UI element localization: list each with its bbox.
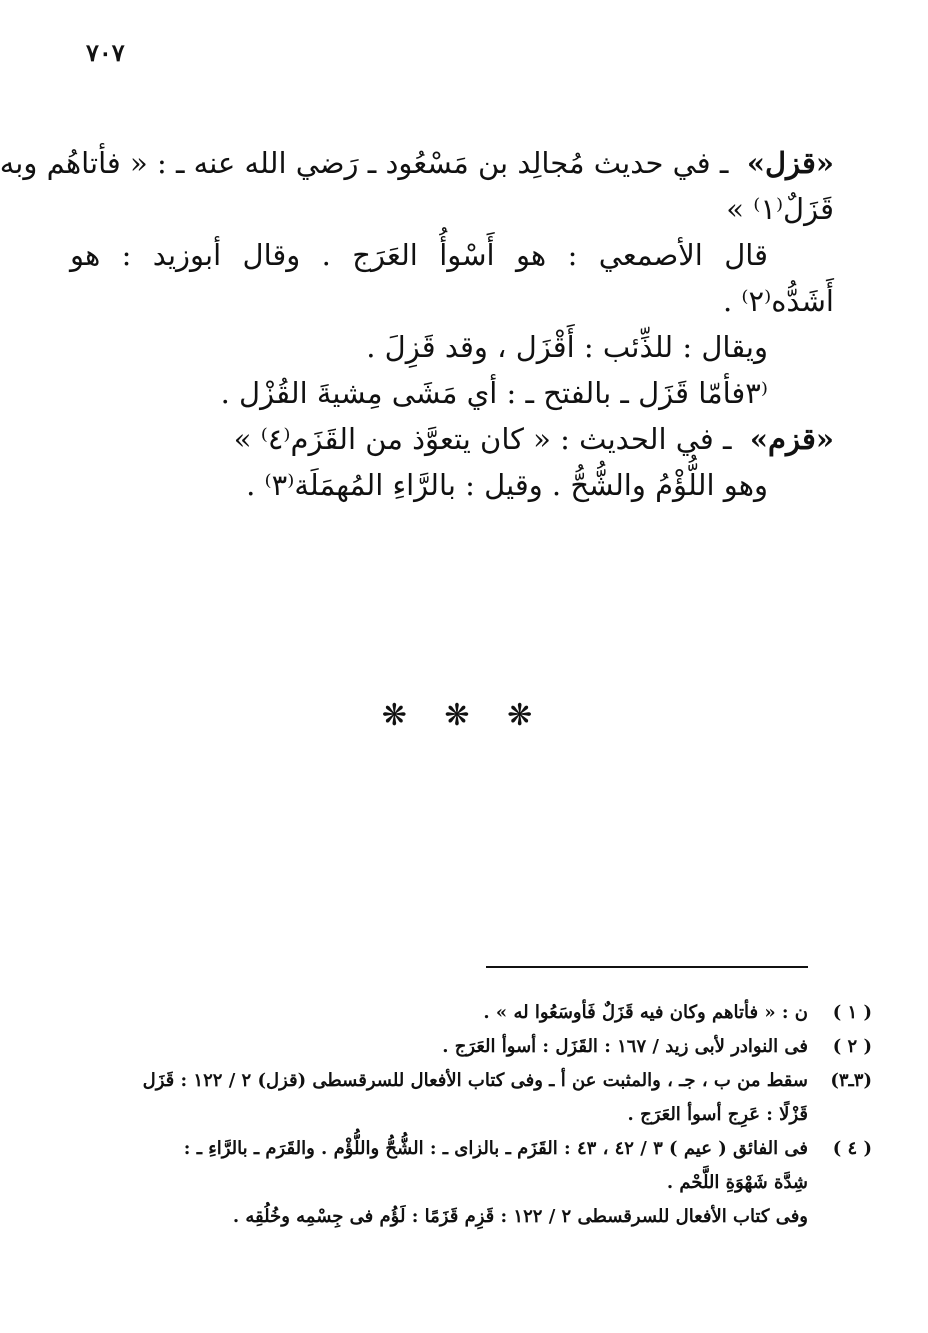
footnote-number: ( ٤ ) [832,1138,872,1159]
headword: «قزم» [749,422,834,456]
footnote-text: فى الفائق ( عيم ) ٣ / ٤٢ ، ٤٣ : القَزَم ـ بالزاى ـ : الشُّحُّ واللُّؤْم . والقَرَم ـ بالرَّاءِ ـ : [183,1138,808,1159]
footnote-continuation [64,1098,808,1132]
footnote-continuation [64,1200,808,1234]
footnote [64,1030,872,1064]
footnote-number: ( ١ ) [832,1002,872,1023]
footnote-text: قَزْلًا : عَرِج أسوأ العَرَج . [627,1104,808,1125]
entry-line: وهو اللُّؤْمُ والشُّحُّ . وقيل : بالرَّاءِ المُهمَلَة⁽٣⁾ . [246,468,768,502]
footnote [64,996,872,1030]
footnote [64,1132,872,1166]
footnote-number: ( ٢ ) [832,1036,872,1057]
footnote-rule [486,966,808,968]
page-number: ٧٠٧ [86,38,125,67]
footnote-continuation [64,1166,808,1200]
main-text [0,140,834,508]
entry-line [70,416,834,462]
footnote-text: شِدَّة شَهْوَةِ اللَّحْم . [666,1172,808,1193]
entry-line [0,140,834,186]
entry-text: ـ في حديث مُجالِد بن مَسْعُود ـ رَضي الله عنه ـ : « فأتاهُم وبه [0,146,729,180]
footnote-text: وفى كتاب الأفعال للسرقسطى ٢ / ١٢٢ : قَزِم قَزَمًا : لَؤُم فى جِسْمِه وخُلُقِه . [232,1206,808,1227]
entry-qazam [70,416,834,508]
footnote-text: فى النوادر لأبى زيد / ١٦٧ : القَزَل : أسوأ العَرَج . [442,1036,808,1057]
section-separator: ❋ ❋ ❋ [381,698,547,733]
entry-line: قَزَلٌ⁽١⁾ » [726,192,834,226]
paragraph-line: أَشَدُّه⁽٢⁾ . [722,284,834,318]
entry-text: ـ في الحديث : « كان يتعوَّذ من القَزَم⁽٤⁾ » [233,422,732,456]
footnote-text: سقط من ب ، جـ ، والمثبت عن أ ـ وفى كتاب الأفعال للسرقسطى (قزل) ٢ / ١٢٢ : قَزَل [142,1070,808,1091]
paragraph-line: ⁽٣فأمّا قَزَل ـ بالفتح ـ : أي مَشَى مِشيةَ القُزْل . [220,376,768,410]
footnotes [64,996,872,1234]
footnote [64,1064,872,1098]
footnote-text: ن : « فأتاهم وكان فيه قَزَلٌ فَأوسَعُوا له » . [483,1002,808,1023]
paragraph-line: قال الأصمعي : هو أَسْوأُ العَرَج . وقال أبوزيد : هو [70,238,768,272]
headword: «قزل» [746,146,834,180]
paragraph-line: ويقال : للذِّئب : أَقْزَل ، وقد قَزِلَ . [366,330,768,364]
entry-qazal [0,140,834,232]
footnote-number: (٣ـ٣) [830,1070,872,1091]
